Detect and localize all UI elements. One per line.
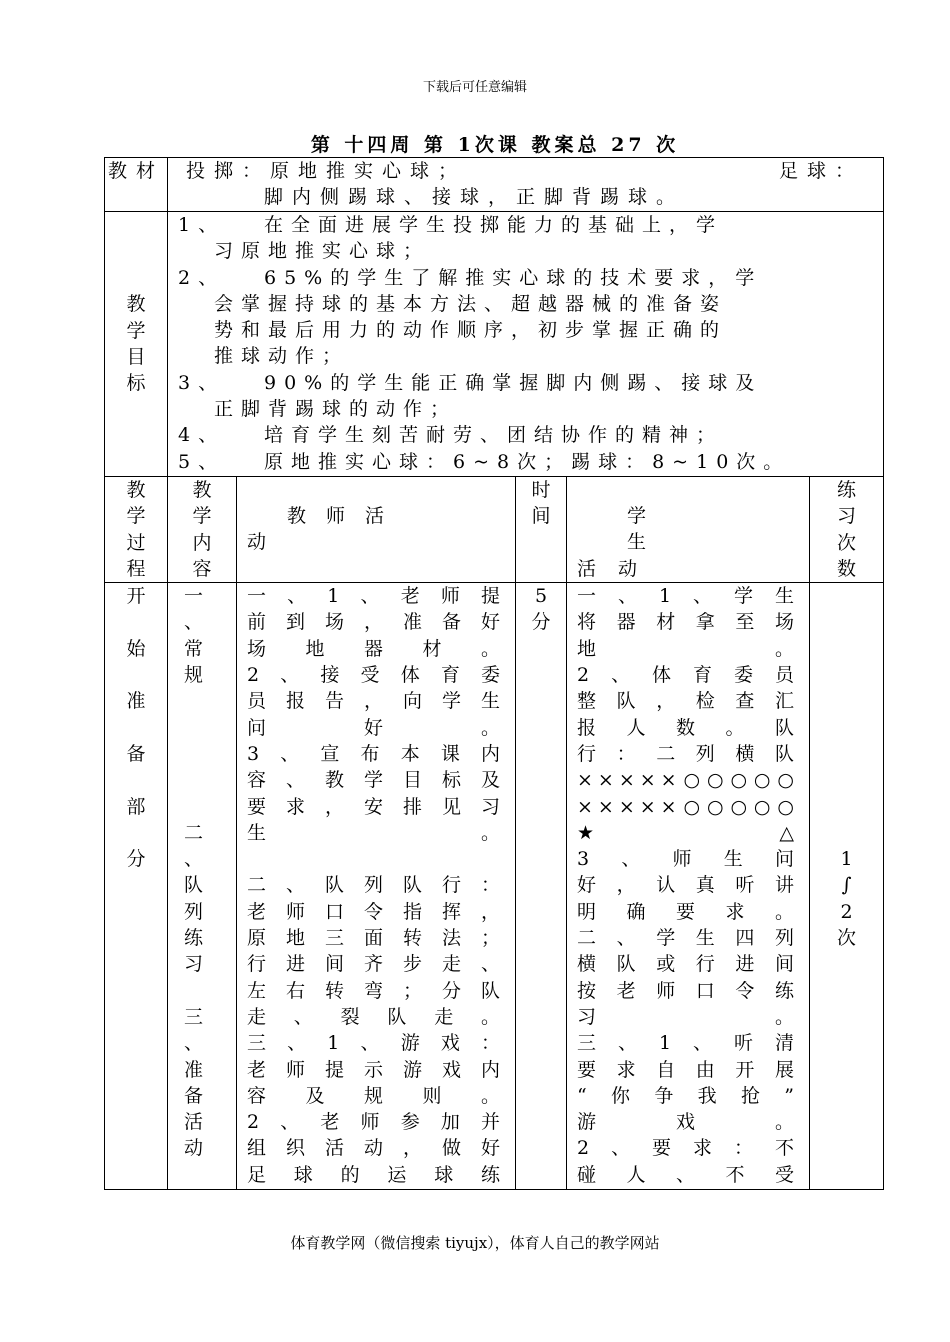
- materials-label: 教材: [105, 158, 168, 212]
- materials-football: 足球：: [779, 160, 864, 182]
- materials-content: [168, 158, 884, 212]
- col-time: 时 间: [516, 477, 567, 583]
- page-footer: 体育教学网（微信搜索 tiyujx），体育人自己的教学网站: [290, 1234, 660, 1252]
- objective-text: 65%的学生了解推实心球的技术要求，学: [264, 266, 763, 289]
- materials-football-detail: 脚内侧踢球、接球，正脚背踢球。: [264, 186, 685, 209]
- objective-item: [178, 265, 861, 370]
- objective-continuation: 会掌握持球的基本方法、超越器械的准备姿: [214, 292, 728, 315]
- teacher-activity-cell: 一、1、老师提 前到场，准备好 场地器材。 2、接受体育委 员报告，向学生 问好。 3、宣布本课内 容、教学目标及 要求，安排见习 生。 二、队列队行： 老师口令指挥， 原地三面转法； 行进间齐步走、 左右转弯；分队 走、裂队走。 三、1、游戏： 老师提示游戏内 容及规则。 2、老师参加并 组织活动，做好 足球的运球练: [237, 583, 516, 1190]
- objective-line: [178, 422, 861, 448]
- column-header-row: [105, 477, 884, 583]
- objective-number: 5、: [178, 450, 226, 473]
- reps-cell: 1 ∫ 2 次: [810, 583, 884, 1190]
- objectives-list: [168, 212, 884, 477]
- objective-continuation: 推球动作；: [214, 345, 350, 368]
- objective-continuation: 势和最后用力的动作顺序，初步掌握正确的: [214, 319, 728, 342]
- objective-number: 2、: [178, 266, 226, 289]
- objective-number: 4、: [178, 424, 226, 447]
- objective-number: 3、: [178, 371, 226, 394]
- col-content: 教 学 内 容: [168, 477, 237, 583]
- page-title: 第 十四周 第 1次课 教案总 27 次: [310, 134, 680, 156]
- col-teacher-a: 教师活: [287, 505, 405, 527]
- col-student-b: 活动: [577, 557, 660, 580]
- col-process: 教 学 过 程: [105, 477, 168, 583]
- objective-item: [178, 422, 861, 448]
- col-student-a: 学生: [627, 505, 757, 554]
- objective-text: 90%的学生能正确掌握脚内侧踢、接球及: [264, 371, 763, 394]
- objective-line: [178, 370, 861, 396]
- objective-text: 原地推实心球：6~8次；踢球：8~10次。: [264, 450, 791, 473]
- content-cell: 一 、 常 规 二 、 队 列 练 习 三 、 准 备 活 动: [168, 583, 237, 1190]
- objective-item: [178, 370, 861, 423]
- objective-line: [178, 212, 861, 238]
- objective-item: [178, 449, 861, 475]
- col-student: [567, 477, 810, 583]
- page-header: 下载后可任意编辑: [422, 80, 527, 95]
- materials-throwing: 投掷：原地推实心球；: [186, 160, 467, 182]
- objective-item: [178, 212, 861, 265]
- materials-row: [105, 158, 884, 212]
- objective-number: 1、: [178, 214, 226, 236]
- objective-continuation: 正脚背踢球的动作；: [214, 398, 458, 421]
- col-reps: 练 习 次 数: [810, 477, 884, 583]
- objective-text: 培育学生刻苦耐劳、团结协作的精神；: [264, 424, 724, 447]
- objective-continuation: 习原地推实心球；: [214, 240, 431, 263]
- col-teacher: [237, 477, 516, 583]
- objective-line: [178, 265, 861, 291]
- objectives-row: [105, 212, 884, 477]
- student-activity-cell: 一、1、学生 将器材拿至场 地。 2、体育委员 整队，检查汇 报人数。队 行：二列横队 ×××××○○○○○ ×××××○○○○○ ★△ 3、师生问 好，认真听讲 明确要求。 二、学生四列 横队或行进间 按老师口令练 习。 三、1、听清 要求自由开展 “你争我抢” 游戏。 2、要求：不 碰人、不受: [567, 583, 810, 1190]
- body-row: [105, 583, 884, 1190]
- objectives-label-text: 教 学 目 标: [126, 293, 146, 395]
- objectives-label: [105, 212, 168, 477]
- objective-text: 在全面进展学生投掷能力的基础上，学: [264, 214, 724, 236]
- col-teacher-b: 动: [247, 531, 267, 554]
- objective-line: [178, 449, 861, 475]
- process-cell: 开 始 准 备 部 分: [105, 583, 168, 1190]
- time-cell: 5 分: [516, 583, 567, 1190]
- lesson-plan-table: [104, 157, 884, 1190]
